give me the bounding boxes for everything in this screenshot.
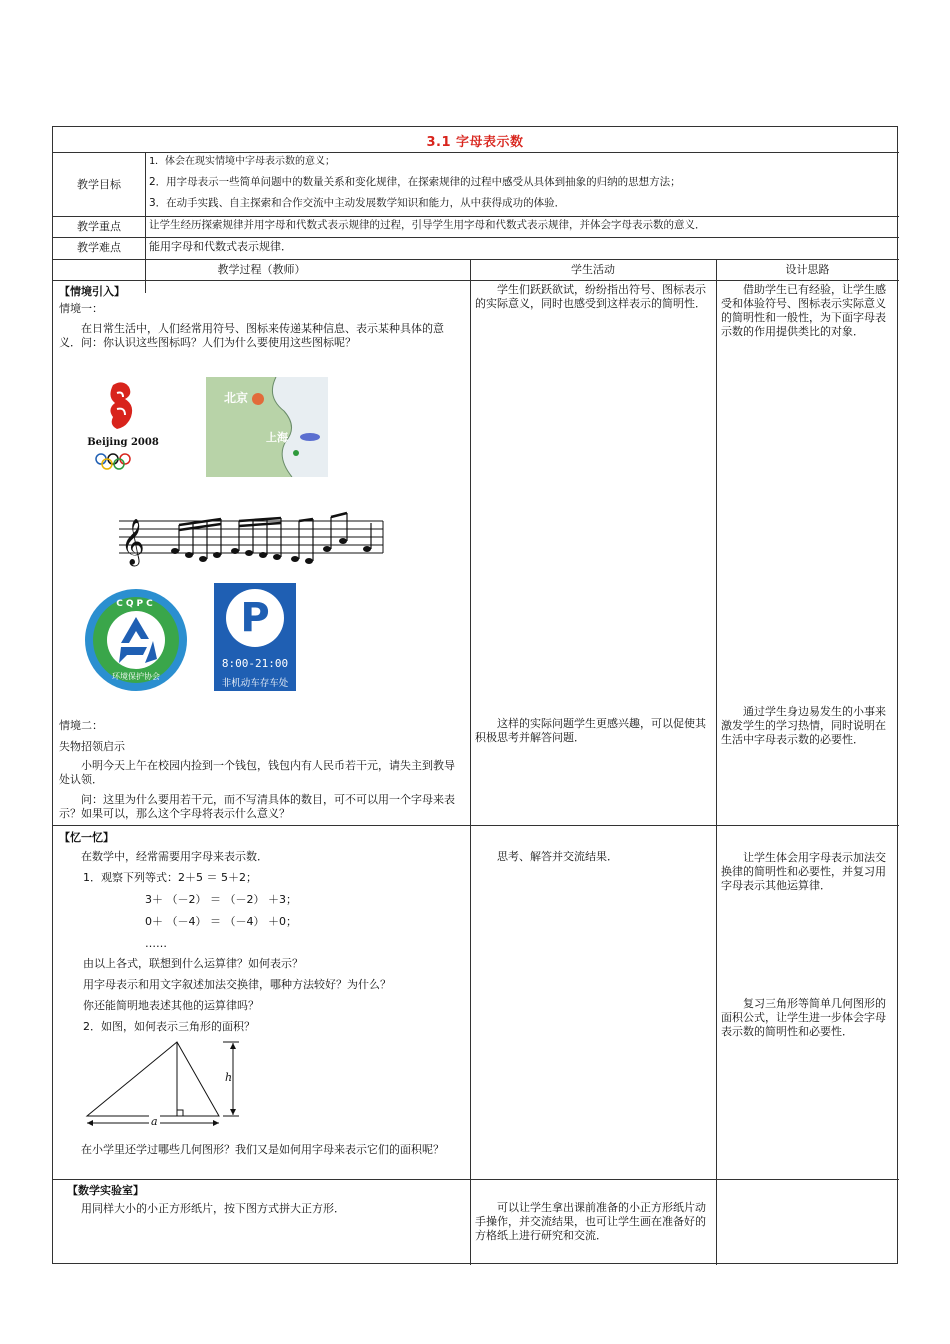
objective-2: 2．用字母表示一些简单问题中的数量关系和变化规律，在探索规律的过程中感受从具体到抽象的归纳的思想方法；	[149, 176, 681, 188]
section-heading-intro: 【情境引入】	[59, 285, 125, 298]
equation-3: 0＋ （－4） ＝ （－4） ＋0；	[145, 915, 297, 928]
divider	[53, 237, 899, 238]
triangle-label-h: h	[225, 1071, 233, 1084]
eco-logo-top-text: CQPC	[116, 599, 156, 609]
triangle-figure	[83, 1039, 243, 1139]
svg-text:𝄞: 𝄞	[121, 519, 145, 565]
map-label-beijing: 北京	[224, 391, 249, 405]
olympic-emblem-icon	[87, 379, 159, 471]
student-activity-2: 这样的实际问题学生更感兴趣，可以促使其积极思考并解答问题．	[475, 717, 706, 744]
scene2-text: 小明今天上午在校园内捡到一个钱包，钱包内有人民币若干元，请失主到教导处认领．	[59, 759, 455, 786]
difficulty-label: 教学难点	[77, 241, 121, 254]
scene1-text: 在日常生活中，人们经常用符号、图标来传递某种信息、表示某种具体的意义．问：你认识这些图标吗？人们为什么要使用这些图标呢？	[59, 322, 444, 349]
lesson-plan-table	[52, 126, 898, 1264]
divider	[53, 1179, 899, 1180]
scene2-question: 问：这里为什么要用若干元，而不写清具体的数目，可不可以用一个字母来表示？如果可以，那么这个字母将表示什么意义？	[59, 793, 455, 820]
recall-question-2: 2．如图，如何表示三角形的面积？	[83, 1020, 255, 1033]
student-activity-4: 可以让学生拿出课前准备的小正方形纸片动手操作，并交流结果，也可让学生画在准备好的方格纸上进行研究和交流．	[475, 1201, 706, 1242]
objective-1: 1．体会在现实情境中字母表示数的意义；	[149, 156, 336, 167]
recall-ask-3: 你还能简明地表述其他的运算律吗？	[83, 999, 259, 1012]
divider	[53, 259, 899, 260]
scene2-sub: 失物招领启示	[59, 740, 125, 753]
scene2-label: 情境二：	[59, 719, 103, 732]
design-idea-1: 借助学生已有经验，让学生感受和体验符号、图标表示实际意义的简明性和一般性，为下面字母表示数的作用提供类比的对象．	[721, 283, 886, 338]
column-header-student: 学生活动	[571, 263, 615, 276]
divider	[53, 216, 899, 217]
environment-protection-logo	[85, 589, 187, 691]
divider	[470, 259, 471, 1265]
design-idea-3: 让学生体会用字母表示加法交换律的简明性和必要性，并复习用字母表示其他运算律．	[721, 851, 886, 892]
divider	[716, 259, 717, 1265]
parking-caption: 非机动车存车处	[221, 678, 289, 689]
equation-dots: ……	[145, 937, 167, 950]
key-point-text: 让学生经历探索规律并用字母和代数式表示规律的过程，引导学生用字母和代数式表示规律，并体会字母表示数的意义．	[149, 219, 706, 231]
recall-ask-1: 由以上各式，联想到什么运算律？如何表示？	[83, 957, 303, 970]
parking-time: 8:00-21:00	[221, 657, 289, 670]
objectives-label: 教学目标	[77, 178, 121, 191]
map-label-shanghai: 上海	[266, 431, 288, 444]
eco-logo-bottom-text: 环境保护协会	[112, 672, 160, 681]
beijing-logo-text: Beijing 2008	[87, 437, 159, 448]
design-idea-4: 复习三角形等简单几何图形的面积公式，让学生进一步体会字母表示数的简明性和必要性．	[721, 997, 886, 1038]
recall-ask-4: 在小学里还学过哪些几何图形？我们又是如何用字母来表示它们的面积呢？	[81, 1143, 444, 1156]
equation-2: 3＋ （－2） ＝ （－2） ＋3；	[145, 893, 297, 906]
divider	[53, 280, 899, 281]
china-coast-map	[206, 377, 328, 477]
student-activity-1: 学生们跃跃欲试，纷纷指出符号、图标表示的实际意义，同时也感受到这样表示的简明性．	[475, 283, 706, 310]
divider	[53, 825, 899, 826]
page-title: 3.1 字母表示数	[426, 135, 524, 150]
difficulty-text: 能用字母和代数式表示规律．	[149, 240, 292, 253]
triangle-label-a: a	[151, 1115, 158, 1128]
key-point-label: 教学重点	[77, 220, 121, 233]
student-activity-3: 思考、解答并交流结果．	[497, 850, 618, 863]
music-score-icon	[119, 511, 385, 575]
recall-intro: 在数学中，经常需要用字母来表示数．	[81, 850, 268, 863]
recall-ask-2: 用字母表示和用文字叙述加法交换律，哪种方法较好？为什么？	[83, 978, 391, 991]
objective-3: 3．在动手实践、自主探索和合作交流中主动发展数学知识和能力，从中获得成功的体验．	[149, 197, 566, 209]
section-heading-lab: 【数学实验室】	[67, 1184, 144, 1197]
section-heading-recall: 【忆一忆】	[59, 831, 114, 844]
column-header-design: 设计思路	[785, 263, 830, 276]
beijing-olympic-logo	[87, 379, 159, 471]
design-idea-2: 通过学生身边易发生的小事来激发学生的学习热情，同时说明在生活中字母表示数的必要性．	[721, 705, 886, 746]
column-header-teacher: 教学过程（教师）	[217, 263, 306, 276]
lab-text: 用同样大小的小正方形纸片，按下图方式拼大正方形．	[81, 1202, 345, 1215]
parking-letter: P	[240, 595, 270, 641]
recall-question-1: 1．观察下列等式：2＋5 ＝ 5＋2；	[83, 871, 257, 884]
divider	[53, 152, 899, 153]
scene1-label: 情境一：	[59, 302, 103, 315]
parking-sign	[214, 583, 296, 691]
